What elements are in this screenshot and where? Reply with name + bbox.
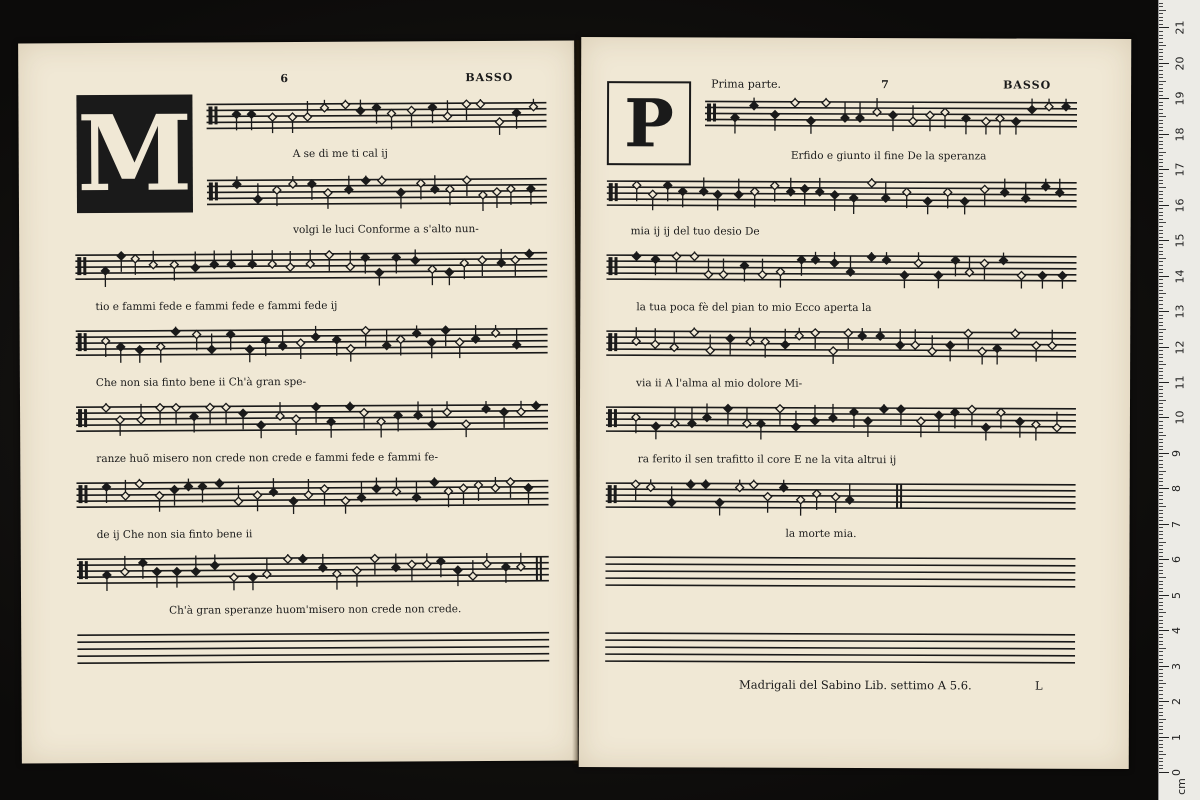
ruler-tick (1159, 311, 1169, 312)
ruler-label: 12 (1173, 340, 1187, 355)
left-staff-5 (76, 401, 548, 439)
ruler-minor-tick (1159, 708, 1163, 709)
left-staff-7 (77, 553, 549, 591)
decorated-initial-p: P (607, 81, 691, 165)
ruler-minor-tick (1159, 183, 1163, 184)
ruler-minor-tick (1159, 517, 1163, 518)
ruler-minor-tick (1159, 212, 1163, 213)
ruler-minor-tick (1159, 389, 1163, 390)
left-staff-1 (206, 99, 546, 137)
ruler-minor-tick (1159, 556, 1163, 557)
ruler-minor-tick (1159, 187, 1166, 188)
ruler-minor-tick (1159, 669, 1163, 670)
ruler-minor-tick (1159, 113, 1163, 114)
ruler-minor-tick (1159, 673, 1163, 674)
ruler-label: 15 (1173, 233, 1187, 248)
ruler-minor-tick (1159, 768, 1163, 769)
ruler-minor-tick (1159, 233, 1163, 234)
ruler-minor-tick (1159, 648, 1166, 649)
ruler-minor-tick (1159, 13, 1163, 14)
right-staff-3 (606, 251, 1076, 289)
ruler-minor-tick (1159, 194, 1163, 195)
left-page (18, 41, 578, 764)
ruler-minor-tick (1159, 59, 1163, 60)
ruler-minor-tick (1159, 542, 1166, 543)
ruler-minor-tick (1159, 747, 1163, 748)
ruler-tick (1159, 772, 1169, 773)
ruler-minor-tick (1159, 573, 1163, 574)
ruler-minor-tick (1159, 566, 1163, 567)
right-heading: Prima parte. (711, 77, 782, 91)
ruler-minor-tick (1159, 609, 1163, 610)
ruler-minor-tick (1159, 148, 1163, 149)
left-lyric-2: volgi le luci Conforme a s'alto nun- (293, 223, 479, 237)
right-lyric-4: via ii A l'alma al mio dolore Mi- (636, 377, 803, 390)
ruler-tick (1159, 701, 1169, 702)
page-footer: Madrigali del Sabino Lib. settimo A 5.6. (738, 677, 972, 693)
ruler-minor-tick (1159, 251, 1163, 252)
ruler-tick (1159, 666, 1169, 667)
ruler-minor-tick (1159, 272, 1163, 273)
ruler-minor-tick (1159, 588, 1163, 589)
ruler-label: 10 (1173, 410, 1187, 425)
left-staff-2 (207, 175, 547, 213)
ruler-minor-tick (1159, 191, 1163, 192)
ruler-minor-tick (1159, 726, 1163, 727)
ruler-minor-tick (1159, 634, 1163, 635)
ruler-minor-tick (1159, 354, 1163, 355)
ruler-minor-tick (1159, 237, 1163, 238)
ruler-minor-tick (1159, 581, 1163, 582)
ruler-minor-tick (1159, 627, 1163, 628)
ruler-minor-tick (1159, 378, 1163, 379)
ruler-tick (1159, 347, 1169, 348)
ruler-minor-tick (1159, 386, 1163, 387)
ruler-minor-tick (1159, 545, 1163, 546)
right-page (579, 37, 1132, 769)
ruler-label: 6 (1170, 556, 1183, 564)
ruler-minor-tick (1159, 715, 1163, 716)
ruler-minor-tick (1159, 173, 1163, 174)
ruler-minor-tick (1159, 350, 1163, 351)
ruler-minor-tick (1159, 81, 1166, 82)
right-lyric-3: la tua poca fè del pian to mio Ecco aperta la (636, 301, 872, 315)
ruler-label: 8 (1170, 485, 1183, 493)
ruler-minor-tick (1159, 499, 1163, 500)
ruler-minor-tick (1159, 744, 1163, 745)
ruler-minor-tick (1159, 694, 1163, 695)
ruler-label: 1 (1170, 733, 1183, 741)
ruler-minor-tick (1159, 534, 1163, 535)
ruler-minor-tick (1159, 180, 1163, 181)
ruler-minor-tick (1159, 510, 1163, 511)
ruler-minor-tick (1159, 449, 1163, 450)
ruler-minor-tick (1159, 45, 1166, 46)
ruler-minor-tick (1159, 616, 1163, 617)
ruler-minor-tick (1159, 322, 1163, 323)
ruler-tick (1159, 737, 1169, 738)
ruler-minor-tick (1159, 690, 1163, 691)
ruler-label: 21 (1173, 20, 1187, 35)
ruler-label: 20 (1173, 56, 1187, 71)
ruler-minor-tick (1159, 393, 1163, 394)
ruler-minor-tick (1159, 474, 1163, 475)
ruler-minor-tick (1159, 208, 1163, 209)
ruler-minor-tick (1159, 659, 1163, 660)
left-lyric-4: Che non sia finto bene ii Ch'à gran spe- (95, 375, 307, 390)
ruler-tick (1159, 27, 1169, 28)
ruler-minor-tick (1159, 602, 1163, 603)
ruler-minor-tick (1159, 361, 1163, 362)
ruler-tick (1159, 382, 1169, 383)
left-lyric-5: ranze huõ misero non crede non crede e fammi fede e fammi fe- (96, 451, 439, 466)
ruler-minor-tick (1159, 439, 1163, 440)
ruler-minor-tick (1159, 676, 1163, 677)
ruler-tick (1159, 559, 1169, 560)
ruler-minor-tick (1159, 74, 1163, 75)
ruler-minor-tick (1159, 166, 1163, 167)
ruler-minor-tick (1159, 152, 1166, 153)
ruler-minor-tick (1159, 339, 1163, 340)
ruler-minor-tick (1159, 467, 1163, 468)
ruler-minor-tick (1159, 300, 1163, 301)
ruler-minor-tick (1159, 425, 1163, 426)
ruler-minor-tick (1159, 495, 1163, 496)
right-staff-2 (607, 177, 1077, 215)
ruler-label: 18 (1173, 127, 1187, 142)
ruler-label: 9 (1170, 449, 1183, 457)
ruler-minor-tick (1159, 637, 1163, 638)
ruler-label: 17 (1173, 162, 1187, 177)
ruler-minor-tick (1159, 258, 1166, 259)
ruler-minor-tick (1159, 503, 1163, 504)
ruler-minor-tick (1159, 513, 1163, 514)
ruler-minor-tick (1159, 84, 1163, 85)
ruler-minor-tick (1159, 222, 1166, 223)
left-staff-6 (76, 477, 548, 515)
right-staff-1 (705, 97, 1077, 134)
ruler-minor-tick (1159, 527, 1163, 528)
right-staff-4 (606, 327, 1076, 365)
ruler-minor-tick (1159, 325, 1163, 326)
ruler-minor-tick (1159, 91, 1163, 92)
ruler-minor-tick (1159, 506, 1166, 507)
ruler-minor-tick (1159, 531, 1163, 532)
ruler-minor-tick (1159, 400, 1166, 401)
ruler-minor-tick (1159, 432, 1163, 433)
left-staff-3 (75, 249, 547, 287)
ruler-minor-tick (1159, 446, 1163, 447)
right-staff-6 (606, 479, 1076, 517)
ruler-minor-tick (1159, 318, 1163, 319)
ruler-minor-tick (1159, 329, 1166, 330)
left-lyric-7: Ch'à gran speranze huom'misero non crede non crede. (169, 603, 462, 617)
ruler-minor-tick (1159, 712, 1163, 713)
ruler-minor-tick (1159, 598, 1163, 599)
ruler-tick (1159, 205, 1169, 206)
ruler-minor-tick (1159, 77, 1163, 78)
ruler-tick (1159, 488, 1169, 489)
ruler-minor-tick (1159, 729, 1163, 730)
ruler-minor-tick (1159, 570, 1163, 571)
left-staff-4 (76, 325, 548, 363)
left-lyric-1: A se di me ti cal ij (292, 147, 388, 161)
ruler-minor-tick (1159, 49, 1163, 50)
ruler-minor-tick (1159, 102, 1163, 103)
ruler-minor-tick (1159, 137, 1163, 138)
ruler-tick (1159, 276, 1169, 277)
ruler-minor-tick (1159, 680, 1163, 681)
right-lyric-6: la morte mia. (785, 527, 857, 541)
ruler-minor-tick (1159, 336, 1163, 337)
ruler-minor-tick (1159, 332, 1163, 333)
ruler-minor-tick (1159, 265, 1163, 266)
right-lyric-2: mia ij ij del tuo desio De (630, 225, 760, 238)
ruler-minor-tick (1159, 357, 1163, 358)
ruler-minor-tick (1159, 460, 1163, 461)
ruler-minor-tick (1159, 584, 1163, 585)
ruler-minor-tick (1159, 116, 1166, 117)
ruler-label: 3 (1170, 662, 1183, 670)
right-lyric-1: Erfido e giunto il fine De la speranza (790, 149, 987, 163)
ruler-minor-tick (1159, 20, 1163, 21)
right-staff-5 (606, 403, 1076, 441)
ruler-label: 5 (1170, 591, 1183, 599)
ruler-label: 4 (1170, 627, 1183, 635)
ruler-minor-tick (1159, 42, 1163, 43)
ruler-tick (1159, 595, 1169, 596)
ruler-minor-tick (1159, 6, 1163, 7)
measuring-ruler (1158, 0, 1200, 800)
ruler-minor-tick (1159, 761, 1163, 762)
ruler-minor-tick (1159, 520, 1163, 521)
ruler-minor-tick (1159, 130, 1163, 131)
ruler-unit-label: cm (1174, 778, 1188, 795)
ruler-minor-tick (1159, 435, 1166, 436)
ruler-minor-tick (1159, 35, 1163, 36)
ruler-tick (1159, 63, 1169, 64)
ruler-tick (1159, 524, 1169, 525)
ruler-label: 19 (1173, 91, 1187, 106)
ruler-minor-tick (1159, 304, 1163, 305)
left-lyric-6: de ij Che non sia finto bene ii (96, 528, 253, 542)
ruler-minor-tick (1159, 293, 1166, 294)
ruler-minor-tick (1159, 141, 1163, 142)
ruler-minor-tick (1159, 52, 1163, 53)
ruler-minor-tick (1159, 56, 1163, 57)
right-empty-staff-2 (605, 627, 1075, 669)
ruler-label: 11 (1173, 375, 1187, 390)
ruler-minor-tick (1159, 662, 1163, 663)
ruler-tick (1159, 417, 1169, 418)
ruler-minor-tick (1159, 414, 1163, 415)
ruler-minor-tick (1159, 247, 1163, 248)
ruler-minor-tick (1159, 464, 1163, 465)
ruler-minor-tick (1159, 538, 1163, 539)
ruler-minor-tick (1159, 410, 1163, 411)
ruler-minor-tick (1159, 591, 1163, 592)
ruler-minor-tick (1159, 552, 1163, 553)
ruler-minor-tick (1159, 10, 1166, 11)
decorated-initial-m: M (76, 91, 193, 216)
ruler-minor-tick (1159, 368, 1163, 369)
ruler-minor-tick (1159, 66, 1163, 67)
ruler-minor-tick (1159, 485, 1163, 486)
ruler-minor-tick (1159, 683, 1166, 684)
right-page-number: 7 (881, 78, 890, 92)
ruler-minor-tick (1159, 261, 1163, 262)
ruler-minor-tick (1159, 127, 1163, 128)
ruler-minor-tick (1159, 230, 1163, 231)
ruler-minor-tick (1159, 705, 1163, 706)
ruler-minor-tick (1159, 219, 1163, 220)
ruler-minor-tick (1159, 428, 1163, 429)
ruler-minor-tick (1159, 421, 1163, 422)
ruler-minor-tick (1159, 162, 1163, 163)
ruler-minor-tick (1159, 198, 1163, 199)
ruler-minor-tick (1159, 620, 1163, 621)
ruler-minor-tick (1159, 644, 1163, 645)
ruler-minor-tick (1159, 201, 1163, 202)
ruler-minor-tick (1159, 698, 1163, 699)
ruler-minor-tick (1159, 105, 1163, 106)
ruler-minor-tick (1159, 279, 1163, 280)
ruler-minor-tick (1159, 754, 1166, 755)
ruler-minor-tick (1159, 641, 1163, 642)
ruler-minor-tick (1159, 155, 1163, 156)
ruler-minor-tick (1159, 371, 1163, 372)
ruler-minor-tick (1159, 315, 1163, 316)
ruler-minor-tick (1159, 471, 1166, 472)
ruler-label: 13 (1173, 304, 1187, 319)
ruler-minor-tick (1159, 651, 1163, 652)
ruler-minor-tick (1159, 24, 1163, 25)
ruler-label: 14 (1173, 269, 1187, 284)
ruler-minor-tick (1159, 244, 1163, 245)
ruler-minor-tick (1159, 563, 1163, 564)
ruler-label: 0 (1170, 769, 1183, 776)
ruler-minor-tick (1159, 492, 1163, 493)
ruler-minor-tick (1159, 765, 1163, 766)
ruler-minor-tick (1159, 215, 1163, 216)
ruler-minor-tick (1159, 549, 1163, 550)
ruler-minor-tick (1159, 612, 1166, 613)
ruler-minor-tick (1159, 442, 1163, 443)
ruler-minor-tick (1159, 481, 1163, 482)
ruler-minor-tick (1159, 733, 1163, 734)
ruler-minor-tick (1159, 297, 1163, 298)
ruler-minor-tick (1159, 308, 1163, 309)
ruler-minor-tick (1159, 286, 1163, 287)
ruler-minor-tick (1159, 254, 1163, 255)
ruler-tick (1159, 453, 1169, 454)
ruler-minor-tick (1159, 687, 1163, 688)
right-lyric-5: ra ferito il sen trafitto il core E ne la vita altrui ij (637, 453, 897, 467)
ruler-minor-tick (1159, 17, 1163, 18)
right-empty-staff-1 (605, 551, 1075, 593)
ruler-minor-tick (1159, 375, 1163, 376)
ruler-minor-tick (1159, 722, 1163, 723)
ruler-minor-tick (1159, 364, 1166, 365)
left-lyric-3: tio e fammi fede e fammi fede e fammi fede ij (95, 299, 338, 314)
ruler-minor-tick (1159, 176, 1163, 177)
ruler-minor-tick (1159, 605, 1163, 606)
left-empty-staff (77, 627, 549, 669)
signature-mark: L (1034, 678, 1043, 693)
ruler-minor-tick (1159, 343, 1163, 344)
ruler-minor-tick (1159, 144, 1163, 145)
ruler-minor-tick (1159, 396, 1163, 397)
ruler-minor-tick (1159, 95, 1163, 96)
ruler-minor-tick (1159, 109, 1163, 110)
ruler-minor-tick (1159, 751, 1163, 752)
ruler-label: 2 (1170, 698, 1183, 706)
ruler-tick (1159, 630, 1169, 631)
ruler-minor-tick (1159, 740, 1163, 741)
ruler-minor-tick (1159, 269, 1163, 270)
ruler-minor-tick (1159, 159, 1163, 160)
ruler-minor-tick (1159, 120, 1163, 121)
ruler-minor-tick (1159, 456, 1163, 457)
ruler-minor-tick (1159, 226, 1163, 227)
ruler-minor-tick (1159, 31, 1163, 32)
ruler-minor-tick (1159, 3, 1163, 4)
ruler-minor-tick (1159, 403, 1163, 404)
ruler-minor-tick (1159, 758, 1163, 759)
ruler-minor-tick (1159, 719, 1166, 720)
ruler-minor-tick (1159, 290, 1163, 291)
ruler-tick (1159, 98, 1169, 99)
ruler-minor-tick (1159, 38, 1163, 39)
ruler-minor-tick (1159, 478, 1163, 479)
ruler-tick (1159, 240, 1169, 241)
ruler-tick (1159, 134, 1169, 135)
ruler-minor-tick (1159, 655, 1163, 656)
ruler-label: 16 (1173, 198, 1187, 213)
ruler-tick (1159, 169, 1169, 170)
ruler-minor-tick (1159, 70, 1163, 71)
ruler-minor-tick (1159, 577, 1166, 578)
ruler-minor-tick (1159, 283, 1163, 284)
left-voice-label: BASSO (465, 70, 514, 85)
right-voice-label: BASSO (1003, 78, 1052, 92)
ruler-minor-tick (1159, 623, 1163, 624)
left-page-number: 6 (280, 72, 289, 86)
ruler-label: 7 (1170, 520, 1183, 528)
ruler-minor-tick (1159, 407, 1163, 408)
ruler-minor-tick (1159, 123, 1163, 124)
ruler-minor-tick (1159, 88, 1163, 89)
